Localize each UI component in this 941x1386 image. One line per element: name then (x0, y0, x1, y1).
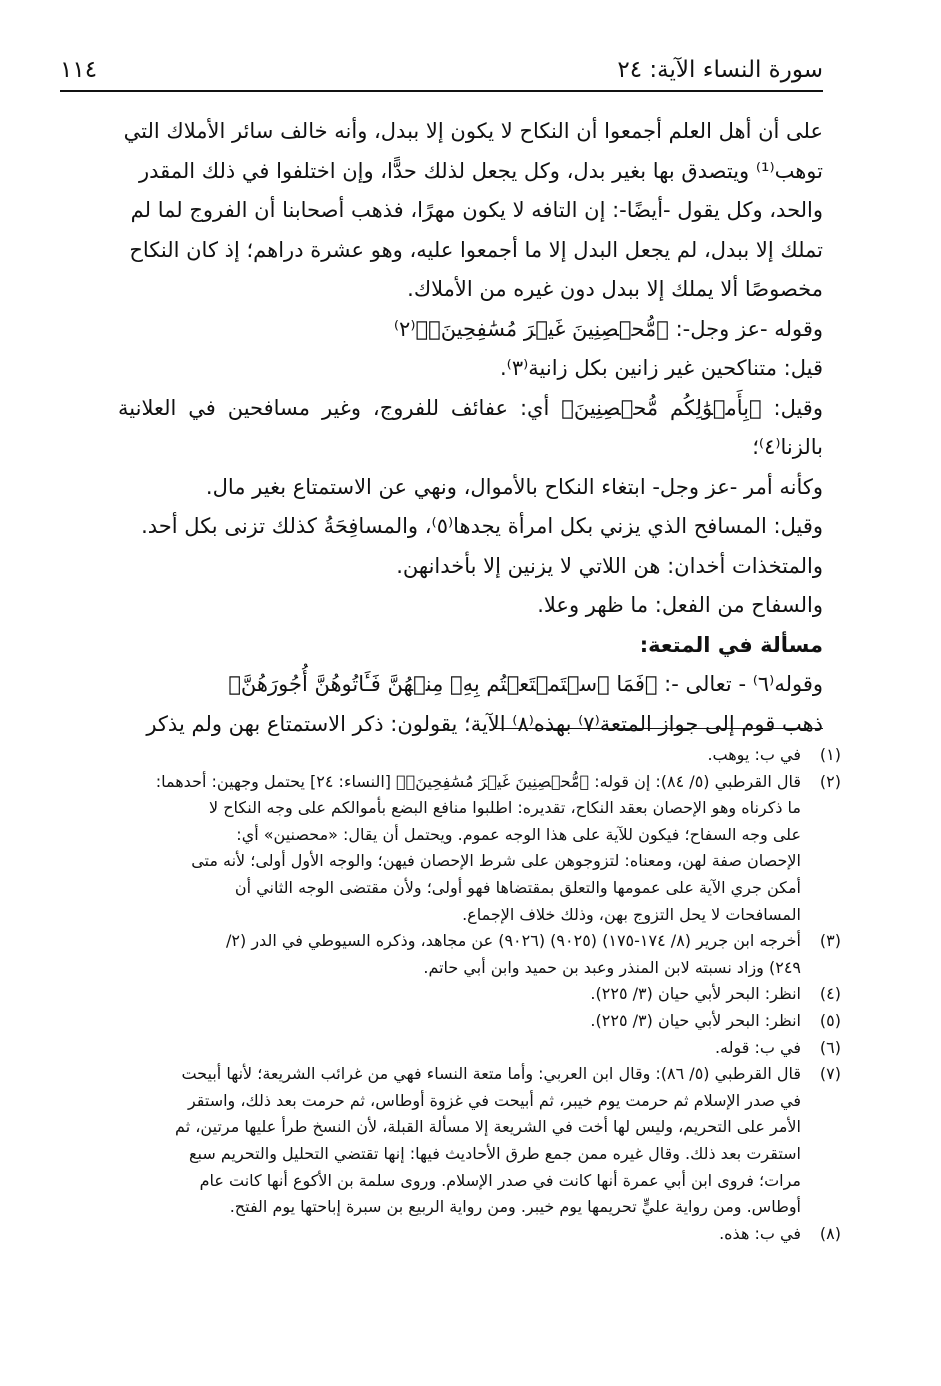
footnote-line: المسافحات لا يحل التزوج بهن، وذلك خلاف الإجماع. (462, 904, 801, 924)
page-header (60, 50, 823, 92)
text-line: وقيل: ﴿بِأَمۡوَٰلِكُم مُّحۡصِنِينَ﴾ أي: عفائف للفروج، وغير مسافحين في العلانية بالزنا⁽٤⁾؛ (118, 395, 823, 459)
text-line: وقيل: المسافح الذي يزني بكل امرأة يجدها⁽٥⁾، والمسافِحَةُ كذلك تزنى بكل أحد. (141, 514, 823, 538)
footnote-text (98, 928, 801, 981)
text-line: وكأنه أمر -عز وجل- ابتغاء النكاح بالأموال، ونهي عن الاستمتاع بغير مال. (205, 474, 823, 499)
footnotes (98, 742, 841, 1247)
footnote (98, 1221, 841, 1248)
footnote-line: الأمر على التحريم، وليس لها أخت في الشريعة إلا مسألة القبلة، لأن النسخ طرأ عليها مرتين، ثم (175, 1117, 801, 1137)
section-heading: مسألة في المتعة: (639, 632, 823, 657)
text-line: تملك إلا ببدل، لم يجعل البدل إلا ما أجمعوا عليه، وهو عشرة دراهم؛ إذ كان النكاح (129, 237, 823, 262)
footnote-line: على وجه السفاح؛ فيكون للآية على هذا الوجه عموم. ويحتمل أن يقال: «محصنين» أي: (236, 824, 801, 844)
footnote-line: انظر: البحر لأبي حيان (٣/ ٢٢٥). (590, 984, 801, 1004)
text-line: ذهب قوم إلى جواز المتعة⁽٧⁾ بهذه⁽٨⁾ الآية؛ يقولون: ذكر الاستمتاع بهن ولم يذكر (146, 711, 823, 736)
footnote-line: الإحصان صفة لهن، ومعناه: لتزوجوهن على شرط الإحصان فيهن؛ والوجه الأول أولى؛ لأنه متى (191, 851, 801, 871)
footnote-number: (٢) (819, 771, 841, 791)
text-line: قيل: متناكحين غير زانين بكل زانية⁽٣⁾. (499, 356, 823, 380)
text-line: مخصوصًا ألا يملك إلا ببدل دون غيره من الأملاك. (407, 277, 823, 301)
footnote-line: مرات؛ فروى ابن أبي عمرة أنها كانت في صدر الإسلام. وروى سلمة بن الأكوع أنها كانت عام (199, 1170, 801, 1190)
footnote-text (98, 1008, 801, 1035)
text-line: وقوله -عز وجل-: ﴿مُّحۡصِنِينَ غَيۡرَ مُسَٰفِحِينَۚ﴾⁽٢⁾ (393, 316, 823, 341)
footnote-separator (493, 728, 823, 729)
text-line: والحد، وكل يقول -أيضًا-: إن التافه لا يكون مهرًا، فذهب أصحابنا أن الفروج لما لم (130, 198, 823, 222)
footnote (98, 981, 841, 1008)
footnote-text (98, 1035, 801, 1062)
footnote (98, 928, 841, 981)
footnote-number: (٤) (819, 984, 841, 1004)
footnote (98, 1035, 841, 1062)
footnote-line: استقرت بعد ذلك. وقال غيره ممن جمع طرق الأحاديث فيها: إنها تقتضي التحليل والتحريم سبع (189, 1143, 801, 1163)
footnote (98, 769, 841, 929)
footnote-text (98, 769, 801, 929)
footnote-line: ٢٤٩) وزاد نسبته لابن المنذر وعبد بن حميد وابن أبي حاتم. (423, 957, 801, 977)
footnote-number: (٧) (819, 1064, 841, 1084)
text-line: والمتخذات أخدان: هن اللاتي لا يزنين إلا بأخدانهن. (396, 553, 823, 578)
footnote-line: أخرجه ابن جرير (٨/ ١٧٤-١٧٥) (٩٠٢٥) (٩٠٢٦) عن مجاهد، وذكره السيوطي في الدر (٢/ (226, 931, 801, 951)
footnote-number: (٥) (819, 1010, 841, 1030)
footnote-text (98, 981, 801, 1008)
main-text (118, 112, 823, 744)
footnote-line: أمكن جري الآية على عمومها والتعلق بمقتضاها فهو أولى؛ ولأن مقتضى الوجه الثاني أن (234, 877, 801, 897)
footnote-number: (٦) (819, 1037, 841, 1057)
text-line: وقوله⁽٦⁾ - تعالى -: ﴿فَمَا ٱسۡتَمۡتَعۡتُم بِهِۦ مِنۡهُنَّ فَـَٔاتُوهُنَّ أُجُورَهُنَّ﴾ (228, 672, 823, 696)
page-number: ١١٤ (60, 57, 98, 83)
footnote-line: انظر: البحر لأبي حيان (٣/ ٢٢٥). (590, 1010, 801, 1030)
footnote-line: قال القرطبي (٥/ ٨٦): وقال ابن العربي: وأما متعة النساء فهي من غرائب الشريعة؛ لأنها أبيحت (181, 1064, 801, 1084)
footnote-number: (١) (819, 745, 841, 764)
footnote (98, 1008, 841, 1035)
text-line: توهب⁽¹⁾ ويتصدق بها بغير بدل، وكل يجعل لذلك حدًّا، وإن اختلفوا في ذلك المقدر (138, 158, 823, 183)
footnote-line: في ب: يوهب. (707, 745, 801, 764)
footnote-line: في صدر الإسلام ثم حرمت يوم خيبر، ثم أبيحت في غزوة أوطاس، ثم حرمت بعد ذلك، واستقر (187, 1090, 801, 1110)
footnote-text (98, 742, 801, 769)
text-line: على أن أهل العلم أجمعوا أن النكاح لا يكون إلا ببدل، وأنه خالف سائر الأملاك التي (123, 119, 823, 143)
footnote-text (98, 1221, 801, 1248)
footnote-line: أوطاس. ومن رواية عليٍّ تحريمها يوم خيبر. ومن رواية الربيع بن سبرة إباحتها يوم الفتح. (229, 1197, 801, 1217)
footnote-line: في ب: قوله. (714, 1037, 801, 1057)
footnote-number: (٣) (819, 931, 841, 951)
surah-reference: سورة النساء الآية: ٢٤ (617, 57, 823, 83)
footnote-line: قال القرطبي (٥/ ٨٤): إن قوله: ﴿مُّحۡصِنِينَ غَيۡرَ مُسَٰفِحِينَۚ﴾ [النساء: ٢٤] يحتمل وجهين: أحدهما: (155, 771, 801, 791)
footnote-text (98, 1061, 801, 1221)
footnote-line: ما ذكرناه وهو الإحصان بعقد النكاح، تقديره: اطلبوا منافع البضع بأموالكم على وجه النكاح لا (209, 798, 801, 818)
footnote-line: في ب: هذه. (719, 1223, 801, 1243)
text-line: والسفاح من الفعل: ما ظهر وعلا. (537, 593, 823, 617)
footnote (98, 1061, 841, 1221)
footnote (98, 742, 841, 769)
footnote-number: (٨) (819, 1223, 841, 1243)
